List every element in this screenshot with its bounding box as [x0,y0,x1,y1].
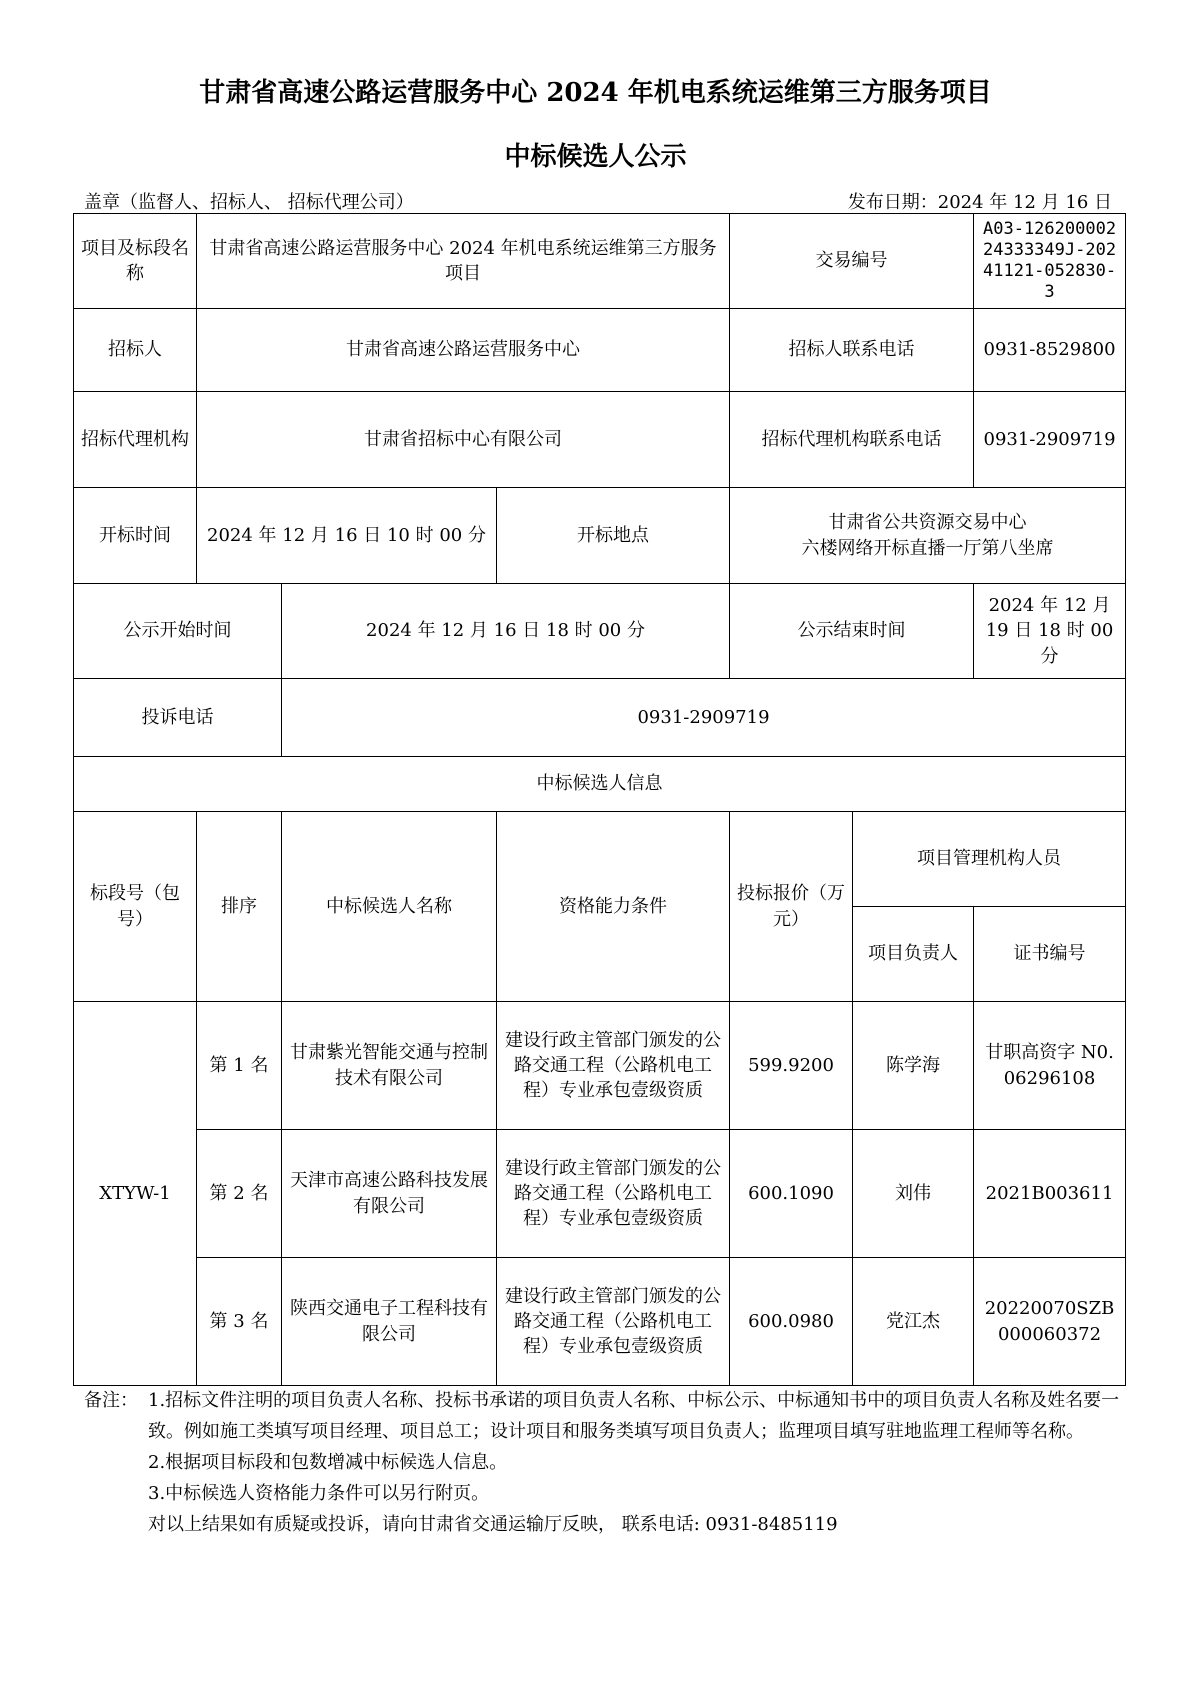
tenderer-value: 甘肃省高速公路运营服务中心 [197,309,730,392]
agency-value: 甘肃省招标中心有限公司 [197,392,730,488]
open-time-value: 2024 年 12 月 16 日 10 时 00 分 [197,488,497,584]
note-1: 1.招标文件注明的项目负责人名称、投标书承诺的项目负责人名称、中标公示、中标通知书中的项目负责人名称及姓名要一致。例如施工类填写项目经理、项目总工；设计项目和服务类填写项目负责人；监理项目填写驻地监理工程师等名称。 [148,1390,1120,1442]
tenderer-phone-label: 招标人联系电话 [730,309,974,392]
table-row [74,1002,1126,1130]
col-cert-header: 证书编号 [974,907,1126,1002]
qualification: 建设行政主管部门颁发的公路交通工程（公路机电工程）专业承包壹级资质 [497,1130,730,1258]
project-name-label: 项目及标段名称 [74,214,197,309]
open-place-label: 开标地点 [497,488,730,584]
notice-table [73,213,1126,1386]
rank: 第 2 名 [197,1130,282,1258]
pub-end-label: 公示结束时间 [730,584,974,679]
tenderer-phone-value: 0931-8529800 [974,309,1126,392]
notes [84,1385,1124,1540]
notes-label: 备注： [84,1390,138,1411]
open-place-value [730,488,1126,584]
trade-no-label: 交易编号 [730,214,974,309]
candidates-section-title: 中标候选人信息 [74,757,1126,812]
bid-price: 600.0980 [730,1258,853,1386]
certificate-no: 甘职高资字 N0.06296108 [974,1002,1126,1130]
certificate-no: 2021B003611 [974,1130,1126,1258]
open-place-line2: 六楼网络开标直播一厅第八坐席 [801,537,1054,559]
complaint-label: 投诉电话 [74,679,282,757]
pub-end-value: 2024 年 12 月 19 日 18 时 00 分 [974,584,1126,679]
table-row [74,1258,1126,1386]
col-manager-header: 项目负责人 [853,907,974,1002]
qualification: 建设行政主管部门颁发的公路交通工程（公路机电工程）专业承包壹级资质 [497,1002,730,1130]
project-manager: 党江杰 [853,1258,974,1386]
candidate-name: 甘肃紫光智能交通与控制技术有限公司 [282,1002,497,1130]
section-no: XTYW-1 [74,1002,197,1386]
candidate-name: 陕西交通电子工程科技有限公司 [282,1258,497,1386]
rank: 第 1 名 [197,1002,282,1130]
col-name-header: 中标候选人名称 [282,812,497,1002]
agency-phone-label: 招标代理机构联系电话 [730,392,974,488]
col-rank-header: 排序 [197,812,282,1002]
bid-price: 599.9200 [730,1002,853,1130]
note-2: 2.根据项目标段和包数增减中标候选人信息。 [148,1452,508,1473]
agency-label: 招标代理机构 [74,392,197,488]
candidate-name: 天津市高速公路科技发展有限公司 [282,1130,497,1258]
note-1-row [84,1385,1124,1447]
open-place-line1: 甘肃省公共资源交易中心 [828,512,1027,534]
agency-phone-value: 0931-2909719 [974,392,1126,488]
col-price-header: 投标报价（万元） [730,812,853,1002]
bid-price: 600.1090 [730,1130,853,1258]
table-row [74,1130,1126,1258]
qualification: 建设行政主管部门颁发的公路交通工程（公路机电工程）专业承包壹级资质 [497,1258,730,1386]
open-time-label: 开标时间 [74,488,197,584]
note-4: 对以上结果如有质疑或投诉，请向甘肃省交通运输厅反映， 联系电话: 0931-8485119 [148,1514,838,1535]
certificate-no: 20220070SZB000060372 [974,1258,1126,1386]
trade-no-value: A03-12620000224333349J-20241121-052830-3 [974,214,1126,309]
seal-line: 盖章（监督人、招标人、 招标代理公司） [84,192,414,213]
project-manager: 陈学海 [853,1002,974,1130]
project-name-value: 甘肃省高速公路运营服务中心 2024 年机电系统运维第三方服务项目 [197,214,730,309]
col-qual-header: 资格能力条件 [497,812,730,1002]
publish-date: 发布日期：2024 年 12 月 16 日 [847,192,1112,213]
project-manager: 刘伟 [853,1130,974,1258]
document-title-line1: 甘肃省高速公路运营服务中心 2024 年机电系统运维第三方服务项目 [199,78,992,108]
tenderer-label: 招标人 [74,309,197,392]
complaint-value: 0931-2909719 [282,679,1126,757]
rank: 第 3 名 [197,1258,282,1386]
pub-start-value: 2024 年 12 月 16 日 18 时 00 分 [282,584,730,679]
col-staff-header: 项目管理机构人员 [853,812,1126,907]
document-title-line2: 中标候选人公示 [504,142,687,172]
note-3: 3.中标候选人资格能力条件可以另行附页。 [148,1483,490,1504]
pub-start-label: 公示开始时间 [74,584,282,679]
col-section-header: 标段号（包号） [74,812,197,1002]
